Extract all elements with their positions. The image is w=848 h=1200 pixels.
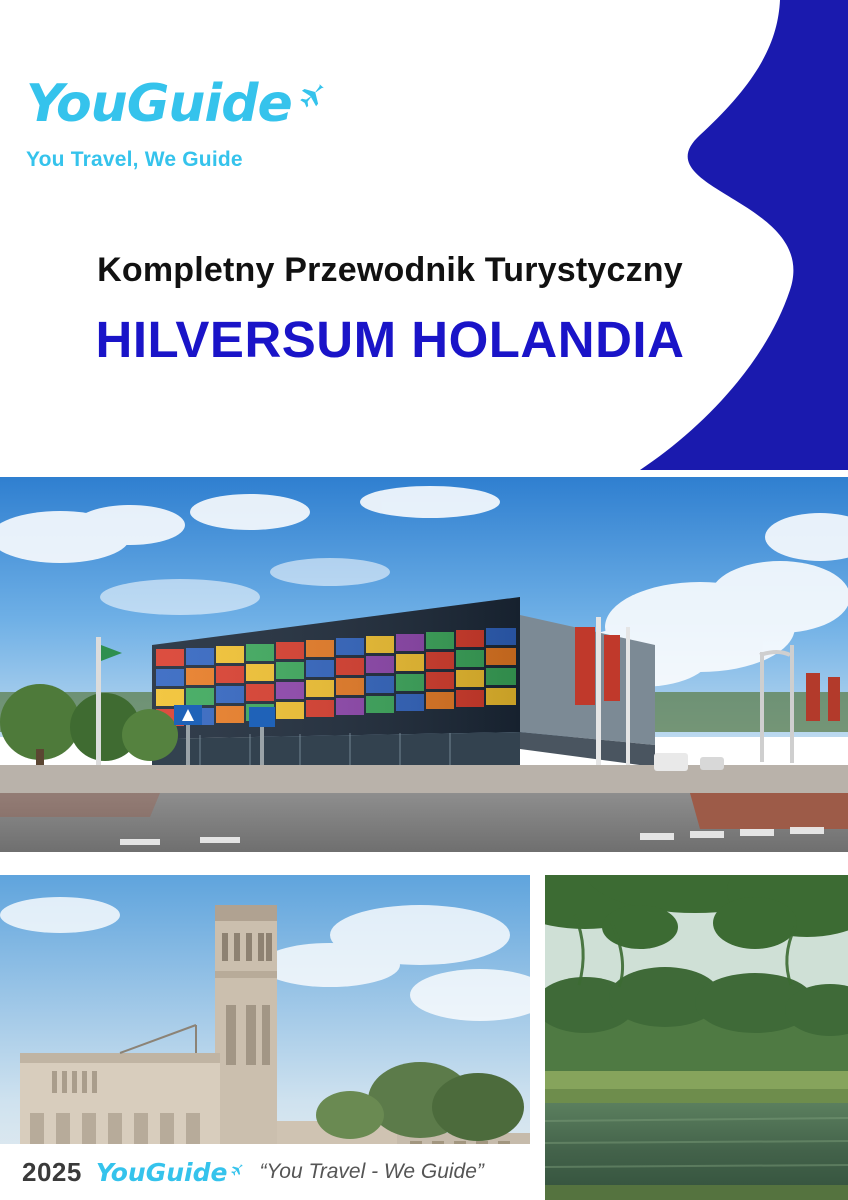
nature-lake-photo — [545, 875, 848, 1200]
brand-tagline: You Travel, We Guide — [26, 148, 243, 171]
cover-title: HILVERSUM HOLANDIA — [95, 311, 685, 369]
cover-title-block — [0, 252, 780, 367]
airplane-icon-small — [228, 1164, 245, 1181]
beeld-en-geluid-institute-photo — [0, 477, 848, 852]
brand-name: YouGuide — [26, 74, 292, 134]
hero-illustration — [0, 477, 848, 852]
airplane-icon — [294, 84, 328, 118]
brand-logo — [26, 74, 446, 172]
footer-brand-name: YouGuide — [95, 1157, 228, 1187]
cover-footer — [0, 1144, 530, 1200]
cover-subtitle: Kompletny Przewodnik Turystyczny — [97, 251, 683, 289]
footer-year: 2025 — [22, 1156, 82, 1187]
cover-header-band — [0, 0, 848, 470]
lake-illustration — [545, 875, 848, 1200]
white-curve-shape — [0, 0, 848, 470]
footer-slogan: “You Travel - We Guide” — [259, 1160, 484, 1183]
